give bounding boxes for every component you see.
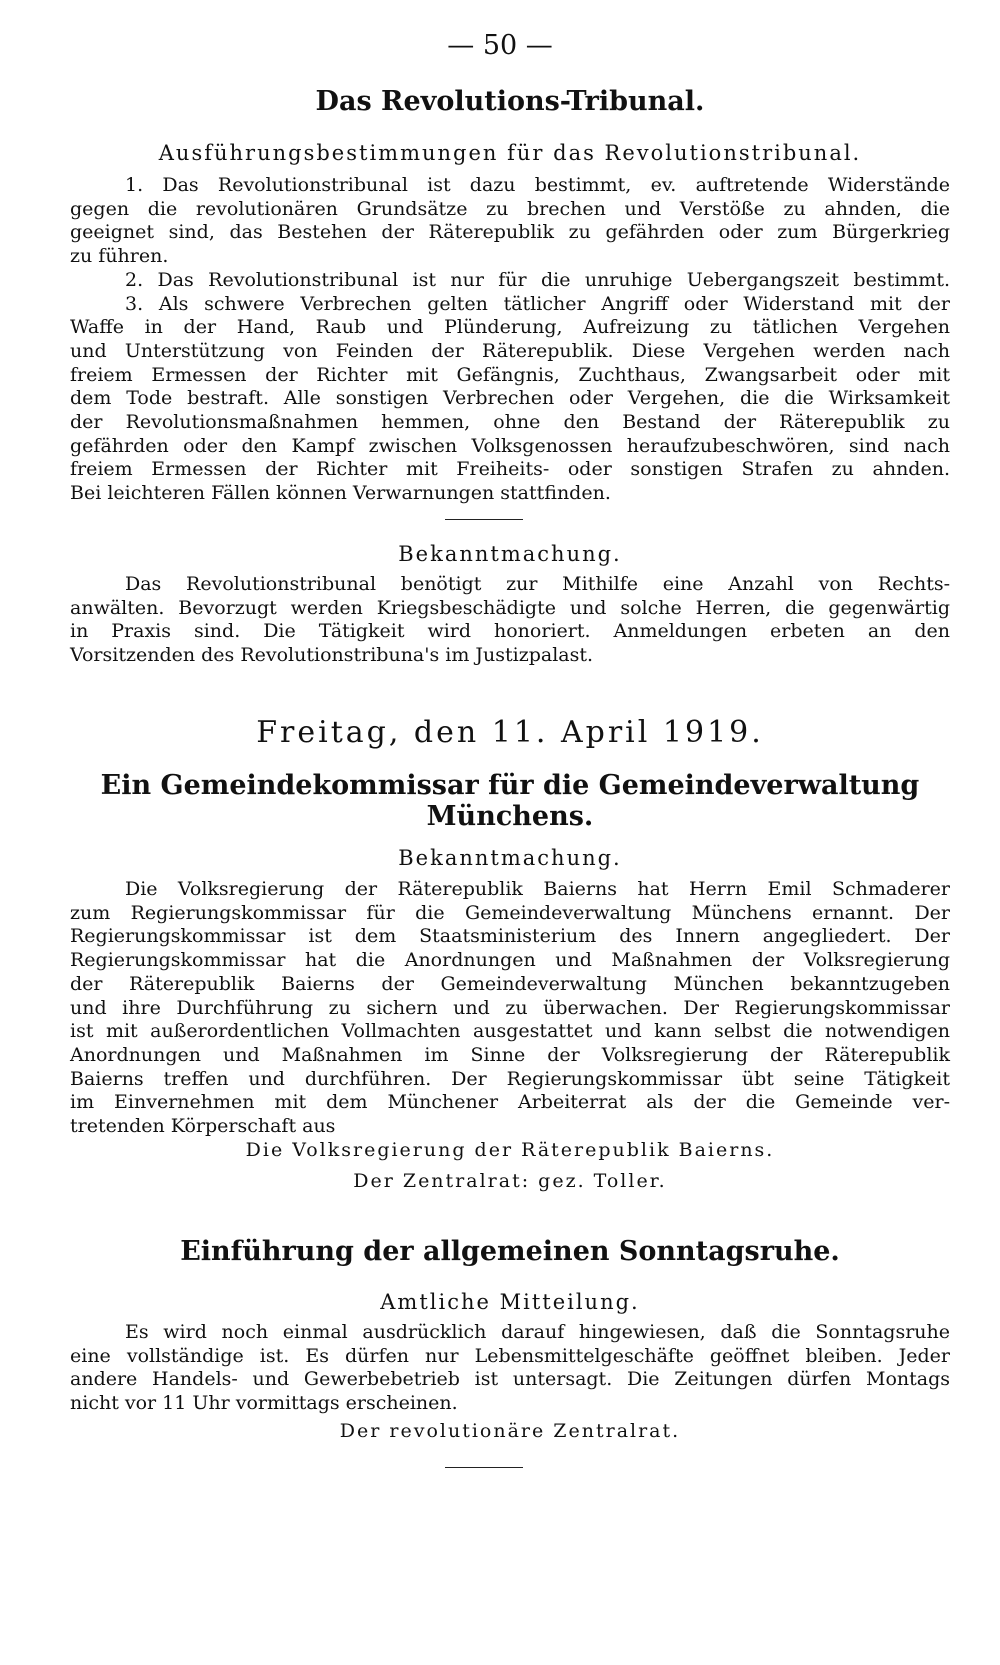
text-line: nicht vor 11 Uhr vormittags erscheinen. — [70, 1392, 458, 1415]
text-line: andere Handels- und Gewerbebetrieb ist untersagt. Die Zeitungen dürfen Montags — [70, 1368, 950, 1391]
text-line: 2. Das Revolutionstribunal ist nur für die unruhige Uebergangszeit bestimmt. — [125, 268, 950, 291]
text-line: Regierungskommissar ist dem Staatsministerium des Innern angegliedert. Der — [70, 925, 950, 948]
date-heading: Freitag, den 11. April 1919. — [256, 715, 764, 750]
section-subtitle-mitteilung: Amtliche Mitteilung. — [380, 1290, 640, 1314]
tribunal-text — [70, 174, 950, 506]
text-line: Baierns treffen und durchführen. Der Regierungskommissar übt seine Tätigkeit — [70, 1067, 950, 1090]
section-revolution-tribunal — [70, 86, 950, 117]
section-subtitle-bekanntmachung: Bekanntmachung. — [398, 846, 622, 870]
text-line: in Praxis sind. Die Tätigkeit wird honoriert. Anmeldungen erbeten an den — [70, 620, 950, 643]
section-gemeindekommissar — [70, 770, 950, 832]
section-sonntagsruhe — [70, 1236, 950, 1267]
text-line: Bei leichteren Fällen können Verwarnungen stattfinden. — [70, 482, 611, 505]
bekanntmachung-1-text — [70, 573, 950, 668]
section-title-sonntagsruhe: Einführung der allgemeinen Sonntagsruhe. — [180, 1236, 840, 1267]
text-line: freiem Ermessen der Richter mit Gefängnis, Zuchthaus, Zwangsarbeit oder mit — [70, 363, 950, 386]
text-line: 1. Das Revolutionstribunal ist dazu bestimmt, ev. auftretende Widerstände — [125, 174, 950, 196]
text-line: 3. Als schwere Verbrechen gelten tätlicher Angriff oder Widerstand mit der — [125, 292, 950, 315]
section-subtitle-block — [70, 141, 950, 165]
text-line: geeignet sind, das Bestehen der Räterepublik zu gefährden oder zum Bürgerkrieg — [70, 221, 950, 244]
signature-zentralrat-block — [70, 1170, 950, 1192]
section-subtitle-ausfuehrung: Ausführungsbestimmungen für das Revolutionstribunal. — [158, 141, 862, 165]
text-line: anwälten. Bevorzugt werden Kriegsbeschädigte und solche Herren, die gegenwärtig — [70, 596, 950, 619]
page-number: — 50 — — [447, 30, 553, 61]
signature-revolutionaer-block — [70, 1420, 950, 1442]
text-line: Waffe in der Hand, Raub und Plünderung, Aufreizung zu tätlichen Vergehen — [70, 316, 950, 339]
section-title-bekanntmachung: Bekanntmachung. — [398, 542, 622, 566]
section-subtitle-block-2 — [70, 846, 950, 870]
text-line: dem Tode bestraft. Alle sonstigen Verbrechen oder Vergehen, die die Wirksamkeit — [70, 387, 950, 410]
text-line: zu führen. — [70, 245, 169, 268]
date-heading-block — [70, 715, 950, 750]
divider — [445, 1467, 523, 1468]
signature-volksregierung-block — [70, 1139, 950, 1161]
section-title-tribunal: Das Revolutions-Tribunal. — [315, 86, 705, 117]
section-title-gemeindekommissar-cont: Münchens. — [426, 801, 594, 832]
text-line: ist mit außerordentlichen Vollmachten ausgestattet und kann selbst die notwendigen — [70, 1020, 950, 1043]
text-line: Das Revolutionstribunal benötigt zur Mithilfe eine Anzahl von Rechts- — [125, 573, 950, 595]
text-line: im Einvernehmen mit dem Münchener Arbeiterrat als der die Gemeinde ver- — [70, 1091, 950, 1114]
text-line: zum Regierungskommissar für die Gemeindeverwaltung Münchens ernannt. Der — [70, 901, 950, 924]
text-line: der Räterepublik Baierns der Gemeindeverwaltung München bekanntzugeben — [70, 972, 950, 995]
divider — [445, 519, 523, 520]
text-line: tretenden Körperschaft aus — [70, 1115, 336, 1138]
text-line: Vorsitzenden des Revolutionstribuna's im Justizpalast. — [70, 644, 594, 667]
text-line: und Unterstützung von Feinden der Räterepublik. Diese Vergehen werden nach — [70, 339, 950, 362]
text-line: Es wird noch einmal ausdrücklich darauf hingewiesen, daß die Sonntagsruhe — [125, 1321, 950, 1343]
text-line: der Revolutionsmaßnahmen hemmen, ohne den Bestand der Räterepublik zu — [70, 411, 950, 434]
signature-zentralrat: Der Zentralrat: gez. Toller. — [353, 1170, 667, 1192]
section-bekanntmachung-1 — [70, 542, 950, 566]
section-subtitle-block-3 — [70, 1290, 950, 1314]
text-line: gefährden oder den Kampf zwischen Volksgenossen heraufzubeschwören, sind nach — [70, 434, 950, 457]
sonntagsruhe-text — [70, 1321, 950, 1416]
gemeindekommissar-text — [70, 878, 950, 1139]
text-line: gegen die revolutionären Grundsätze zu brechen und Verstöße zu ahnden, die — [70, 197, 950, 220]
text-line: eine vollständige ist. Es dürfen nur Lebensmittelgeschäfte geöffnet bleiben. Jeder — [70, 1344, 950, 1367]
text-line: Regierungskommissar hat die Anordnungen und Maßnahmen der Volksregierung — [70, 949, 950, 972]
text-line: freiem Ermessen der Richter mit Freiheits- oder sonstigen Strafen zu ahnden. — [70, 458, 950, 481]
signature-volksregierung: Die Volksregierung der Räterepublik Baierns. — [245, 1139, 775, 1161]
text-line: Anordnungen und Maßnahmen im Sinne der Volksregierung der Räterepublik — [70, 1043, 950, 1066]
text-line: und ihre Durchführung zu sichern und zu überwachen. Der Regierungskommissar — [70, 996, 950, 1019]
text-line: Die Volksregierung der Räterepublik Baierns hat Herrn Emil Schmaderer — [125, 878, 950, 900]
signature-revolutionaerer-zentralrat: Der revolutionäre Zentralrat. — [339, 1420, 681, 1442]
section-title-gemeindekommissar: Ein Gemeindekommissar für die Gemeindeverwaltung — [100, 770, 920, 801]
